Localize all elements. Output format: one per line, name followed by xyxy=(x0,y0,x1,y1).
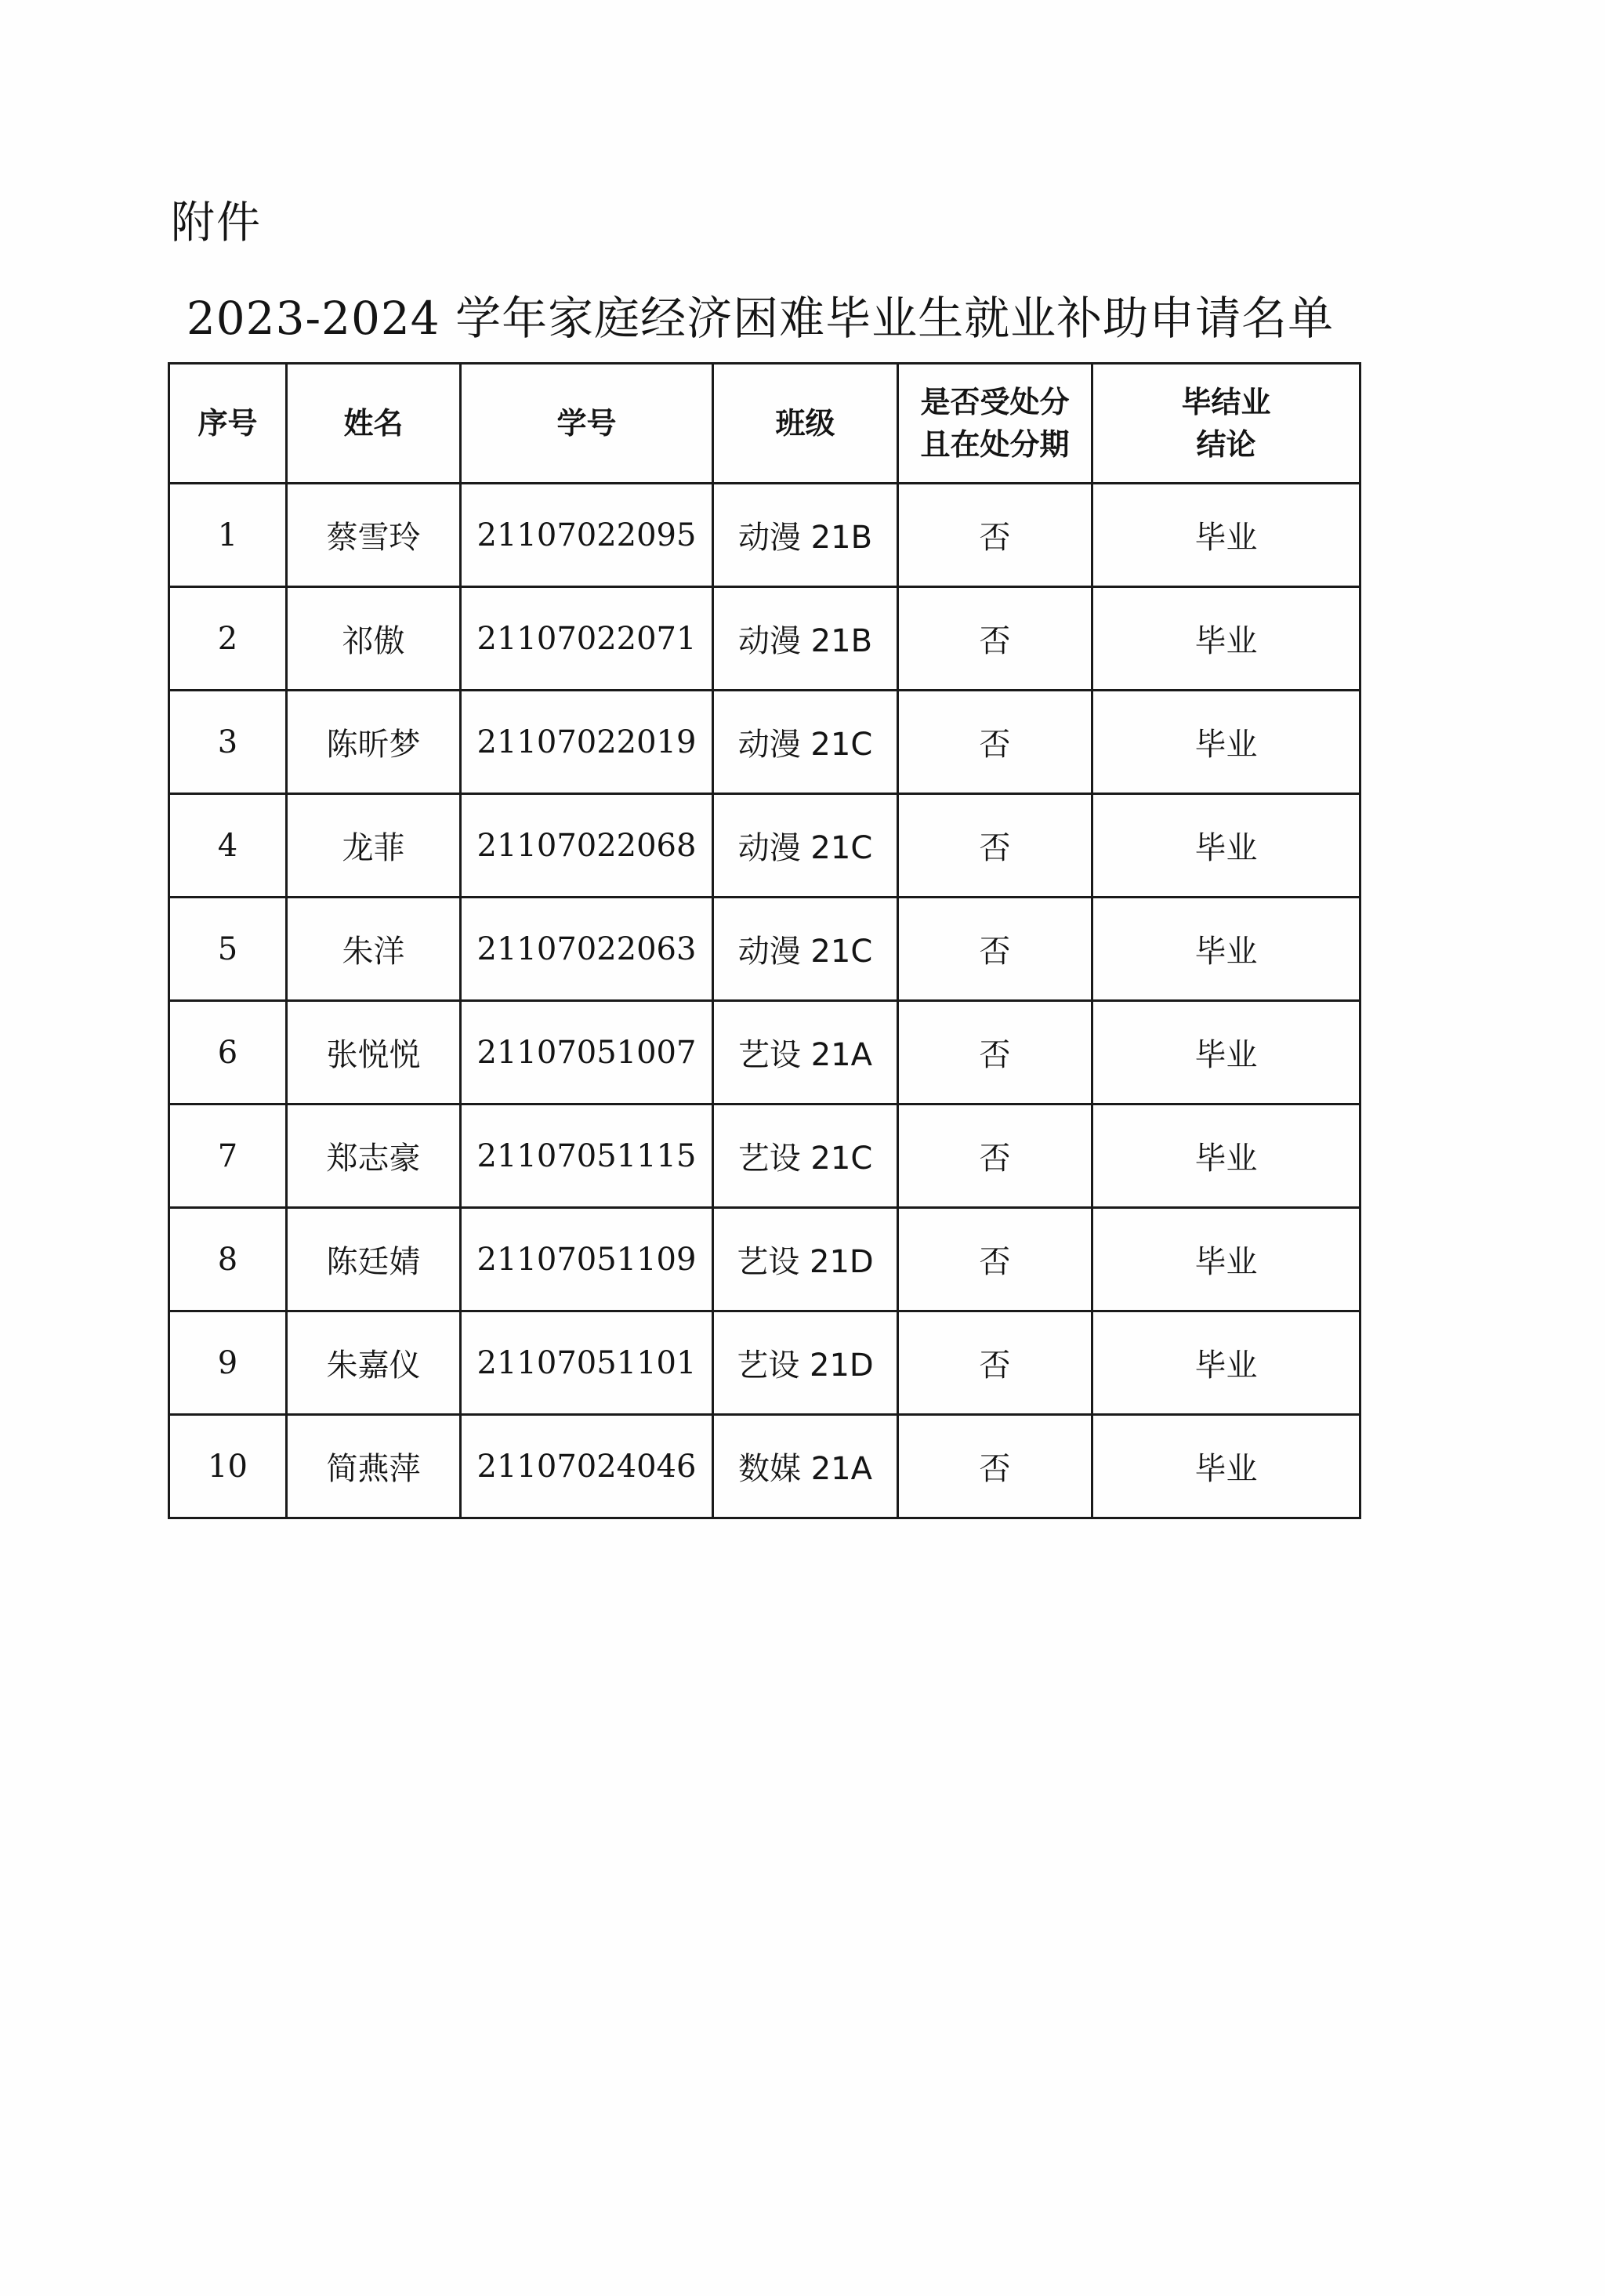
cell-disciplined: 否 xyxy=(898,1104,1092,1208)
cell-class: 艺设 21A xyxy=(713,1001,898,1104)
header-conclusion-line-2: 结论 xyxy=(1196,427,1256,462)
cell-conclusion: 毕业 xyxy=(1092,794,1360,898)
cell-conclusion: 毕业 xyxy=(1092,587,1360,691)
cell-student-id: 21107022071 xyxy=(461,587,713,691)
cell-student-id: 21107051007 xyxy=(461,1001,713,1104)
cell-name: 简燕萍 xyxy=(287,1415,461,1518)
table-row xyxy=(169,794,1360,898)
header-index-label: 序号 xyxy=(197,406,258,441)
cell-conclusion: 毕业 xyxy=(1092,898,1360,1001)
cell-name: 朱嘉仪 xyxy=(287,1311,461,1415)
attachment-label: 附件 xyxy=(171,198,262,248)
cell-student-id: 21107051109 xyxy=(461,1208,713,1311)
cell-disciplined: 否 xyxy=(898,1001,1092,1104)
header-disciplined xyxy=(898,364,1092,484)
header-student-id-label: 学号 xyxy=(556,406,617,441)
header-name xyxy=(287,364,461,484)
header-index xyxy=(169,364,287,484)
cell-disciplined: 否 xyxy=(898,1415,1092,1518)
cell-class: 动漫 21C xyxy=(713,794,898,898)
cell-index: 10 xyxy=(169,1415,287,1518)
cell-name: 龙菲 xyxy=(287,794,461,898)
table-body xyxy=(169,484,1360,1518)
cell-name: 朱洋 xyxy=(287,898,461,1001)
cell-class: 数媒 21A xyxy=(713,1415,898,1518)
cell-disciplined: 否 xyxy=(898,1311,1092,1415)
cell-class: 动漫 21C xyxy=(713,898,898,1001)
header-disciplined-line-2: 且在处分期 xyxy=(920,427,1070,462)
cell-disciplined: 否 xyxy=(898,794,1092,898)
cell-conclusion: 毕业 xyxy=(1092,691,1360,794)
cell-student-id: 21107022095 xyxy=(461,484,713,587)
table-row xyxy=(169,1104,1360,1208)
cell-student-id: 21107051101 xyxy=(461,1311,713,1415)
header-conclusion xyxy=(1092,364,1360,484)
header-name-label: 姓名 xyxy=(343,406,404,441)
header-student-id xyxy=(461,364,713,484)
table-header-row xyxy=(169,364,1360,484)
cell-conclusion: 毕业 xyxy=(1092,1104,1360,1208)
cell-student-id: 21107051115 xyxy=(461,1104,713,1208)
cell-index: 3 xyxy=(169,691,287,794)
cell-index: 6 xyxy=(169,1001,287,1104)
cell-name: 蔡雪玲 xyxy=(287,484,461,587)
cell-conclusion: 毕业 xyxy=(1092,1311,1360,1415)
cell-class: 动漫 21C xyxy=(713,691,898,794)
header-class-label: 班级 xyxy=(775,406,835,441)
cell-class: 动漫 21B xyxy=(713,484,898,587)
cell-student-id: 21107024046 xyxy=(461,1415,713,1518)
cell-name: 张悦悦 xyxy=(287,1001,461,1104)
cell-name: 祁傲 xyxy=(287,587,461,691)
cell-conclusion: 毕业 xyxy=(1092,1001,1360,1104)
table-row xyxy=(169,587,1360,691)
table-row xyxy=(169,484,1360,587)
cell-index: 4 xyxy=(169,794,287,898)
cell-name: 陈廷婧 xyxy=(287,1208,461,1311)
header-conclusion-line-1: 毕结业 xyxy=(1181,385,1271,419)
cell-disciplined: 否 xyxy=(898,484,1092,587)
cell-class: 艺设 21D xyxy=(713,1311,898,1415)
cell-disciplined: 否 xyxy=(898,1208,1092,1311)
cell-student-id: 21107022063 xyxy=(461,898,713,1001)
table-row xyxy=(169,1208,1360,1311)
table-row xyxy=(169,1415,1360,1518)
cell-index: 9 xyxy=(169,1311,287,1415)
cell-index: 1 xyxy=(169,484,287,587)
cell-index: 7 xyxy=(169,1104,287,1208)
cell-disciplined: 否 xyxy=(898,898,1092,1001)
cell-conclusion: 毕业 xyxy=(1092,484,1360,587)
cell-conclusion: 毕业 xyxy=(1092,1415,1360,1518)
cell-student-id: 21107022019 xyxy=(461,691,713,794)
table-row xyxy=(169,898,1360,1001)
cell-name: 陈昕梦 xyxy=(287,691,461,794)
document-title: 2023-2024 学年家庭经济困难毕业生就业补助申请名单 xyxy=(186,292,1335,345)
cell-student-id: 21107022068 xyxy=(461,794,713,898)
table-row xyxy=(169,1311,1360,1415)
cell-class: 艺设 21D xyxy=(713,1208,898,1311)
cell-disciplined: 否 xyxy=(898,691,1092,794)
header-class xyxy=(713,364,898,484)
cell-index: 2 xyxy=(169,587,287,691)
cell-index: 5 xyxy=(169,898,287,1001)
cell-name: 郑志豪 xyxy=(287,1104,461,1208)
table-row xyxy=(169,1001,1360,1104)
cell-disciplined: 否 xyxy=(898,587,1092,691)
cell-index: 8 xyxy=(169,1208,287,1311)
cell-class: 艺设 21C xyxy=(713,1104,898,1208)
table-row xyxy=(169,691,1360,794)
header-disciplined-line-1: 是否受处分 xyxy=(920,385,1070,419)
cell-class: 动漫 21B xyxy=(713,587,898,691)
applicant-roster-table xyxy=(168,362,1361,1519)
cell-conclusion: 毕业 xyxy=(1092,1208,1360,1311)
